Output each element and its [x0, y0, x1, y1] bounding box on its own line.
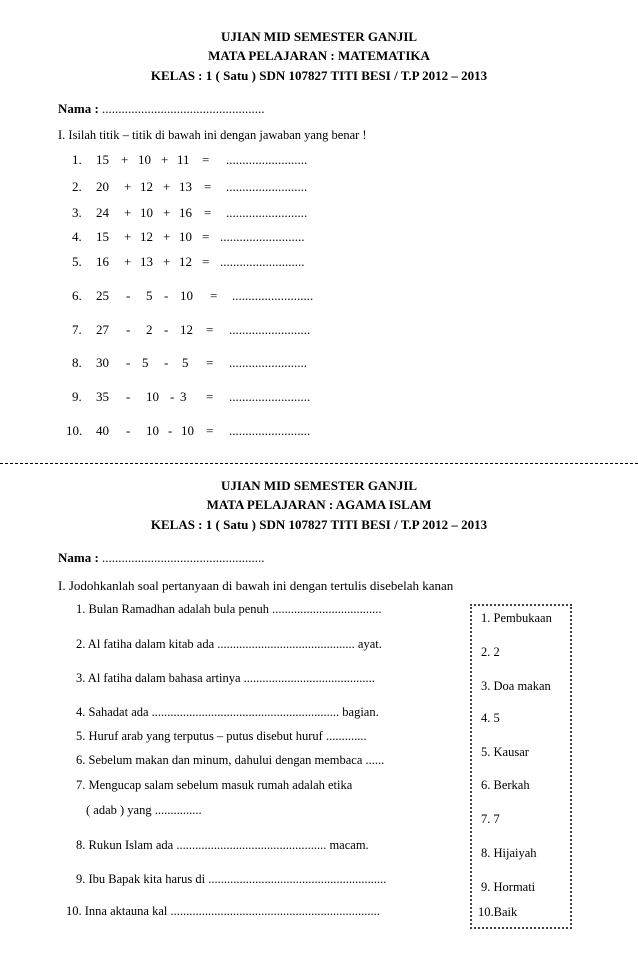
name-field — [58, 550, 265, 566]
name-field — [58, 101, 265, 117]
exam-title: UJIAN MID SEMESTER GANJIL — [220, 478, 418, 493]
math-problem: 1. 15 + 10 + 11 = ......................... — [72, 152, 308, 167]
answer-item: 8. Hijaiyah — [481, 846, 537, 860]
answer-item: 5. Kausar — [481, 745, 529, 759]
answer-item: 4. 5 — [481, 711, 500, 725]
cut-line-divider — [0, 463, 638, 464]
name-label: Nama : — [58, 550, 99, 565]
class-school-line: KELAS : 1 ( Satu ) SDN 107827 TITI BESI / T.P 2012 – 2013 — [150, 517, 488, 532]
math-problem: 7. 27 - 2 - 12 = ......................... — [72, 322, 311, 337]
math-problem: 10. 40 - 10 - 10 = ......................... — [66, 423, 311, 438]
question-item: 9. Ibu Bapak kita harus di ......................................................... — [76, 872, 387, 886]
question-item-continuation: ( adab ) yang ............... — [86, 803, 202, 817]
math-problem: 3. 24 + 10 + 16 = ......................... — [72, 205, 308, 220]
exam-title: UJIAN MID SEMESTER GANJIL — [220, 29, 418, 44]
question-item: 4. Sahadat ada ............................................................ bagian. — [76, 705, 379, 719]
question-item: 2. Al fatiha dalam kitab ada ............................................ ayat. — [76, 637, 382, 651]
class-school-line: KELAS : 1 ( Satu ) SDN 107827 TITI BESI / T.P 2012 – 2013 — [150, 68, 488, 83]
answer-item: 6. Berkah — [481, 778, 530, 792]
math-problem: 6. 25 - 5 - 10 = ......................... — [72, 288, 314, 303]
math-problem: 9. 35 - 10 - 3 = ......................... — [72, 389, 311, 404]
question-item: 6. Sebelum makan dan minum, dahului dengan membaca ...... — [76, 753, 385, 767]
instruction-text: I. Jodohkanlah soal pertanyaan di bawah ini dengan tertulis disebelah kanan — [58, 578, 454, 593]
question-item: 10. Inna aktauna kal ................................................................... — [66, 904, 380, 918]
question-item: 7. Mengucap salam sebelum masuk rumah adalah etika — [76, 778, 353, 792]
instruction-text: I. Isilah titik – titik di bawah ini dengan jawaban yang benar ! — [58, 128, 367, 142]
question-item: 8. Rukun Islam ada ................................................ macam. — [76, 838, 369, 852]
answer-item: 7. 7 — [481, 812, 500, 826]
answer-item: 2. 2 — [481, 645, 500, 659]
question-item: 1. Bulan Ramadhan adalah bula penuh ................................... — [76, 602, 382, 616]
name-dots: .................................................. — [102, 550, 265, 565]
subject-title: MATA PELAJARAN : MATEMATIKA — [208, 48, 430, 63]
math-problem: 2. 20 + 12 + 13 = ......................... — [72, 179, 308, 194]
name-label: Nama : — [58, 101, 99, 116]
answer-item: 1. Pembukaan — [481, 611, 552, 625]
subject-title: MATA PELAJARAN : AGAMA ISLAM — [206, 497, 432, 512]
answer-item: 10.Baik — [478, 905, 518, 919]
question-item: 5. Huruf arab yang terputus – putus disebut huruf ............. — [76, 729, 367, 743]
math-problem: 4. 15 + 12 + 10 = .......................... — [72, 229, 305, 244]
question-item: 3. Al fatiha dalam bahasa artinya .......................................... — [76, 671, 375, 685]
answer-item: 9. Hormati — [481, 880, 536, 894]
answer-item: 3. Doa makan — [481, 679, 551, 693]
name-dots: .................................................. — [102, 101, 265, 116]
math-problem: 8. 30 - 5 - 5 = ........................ — [72, 355, 307, 370]
math-problem: 5. 16 + 13 + 12 = .......................... — [72, 254, 305, 269]
